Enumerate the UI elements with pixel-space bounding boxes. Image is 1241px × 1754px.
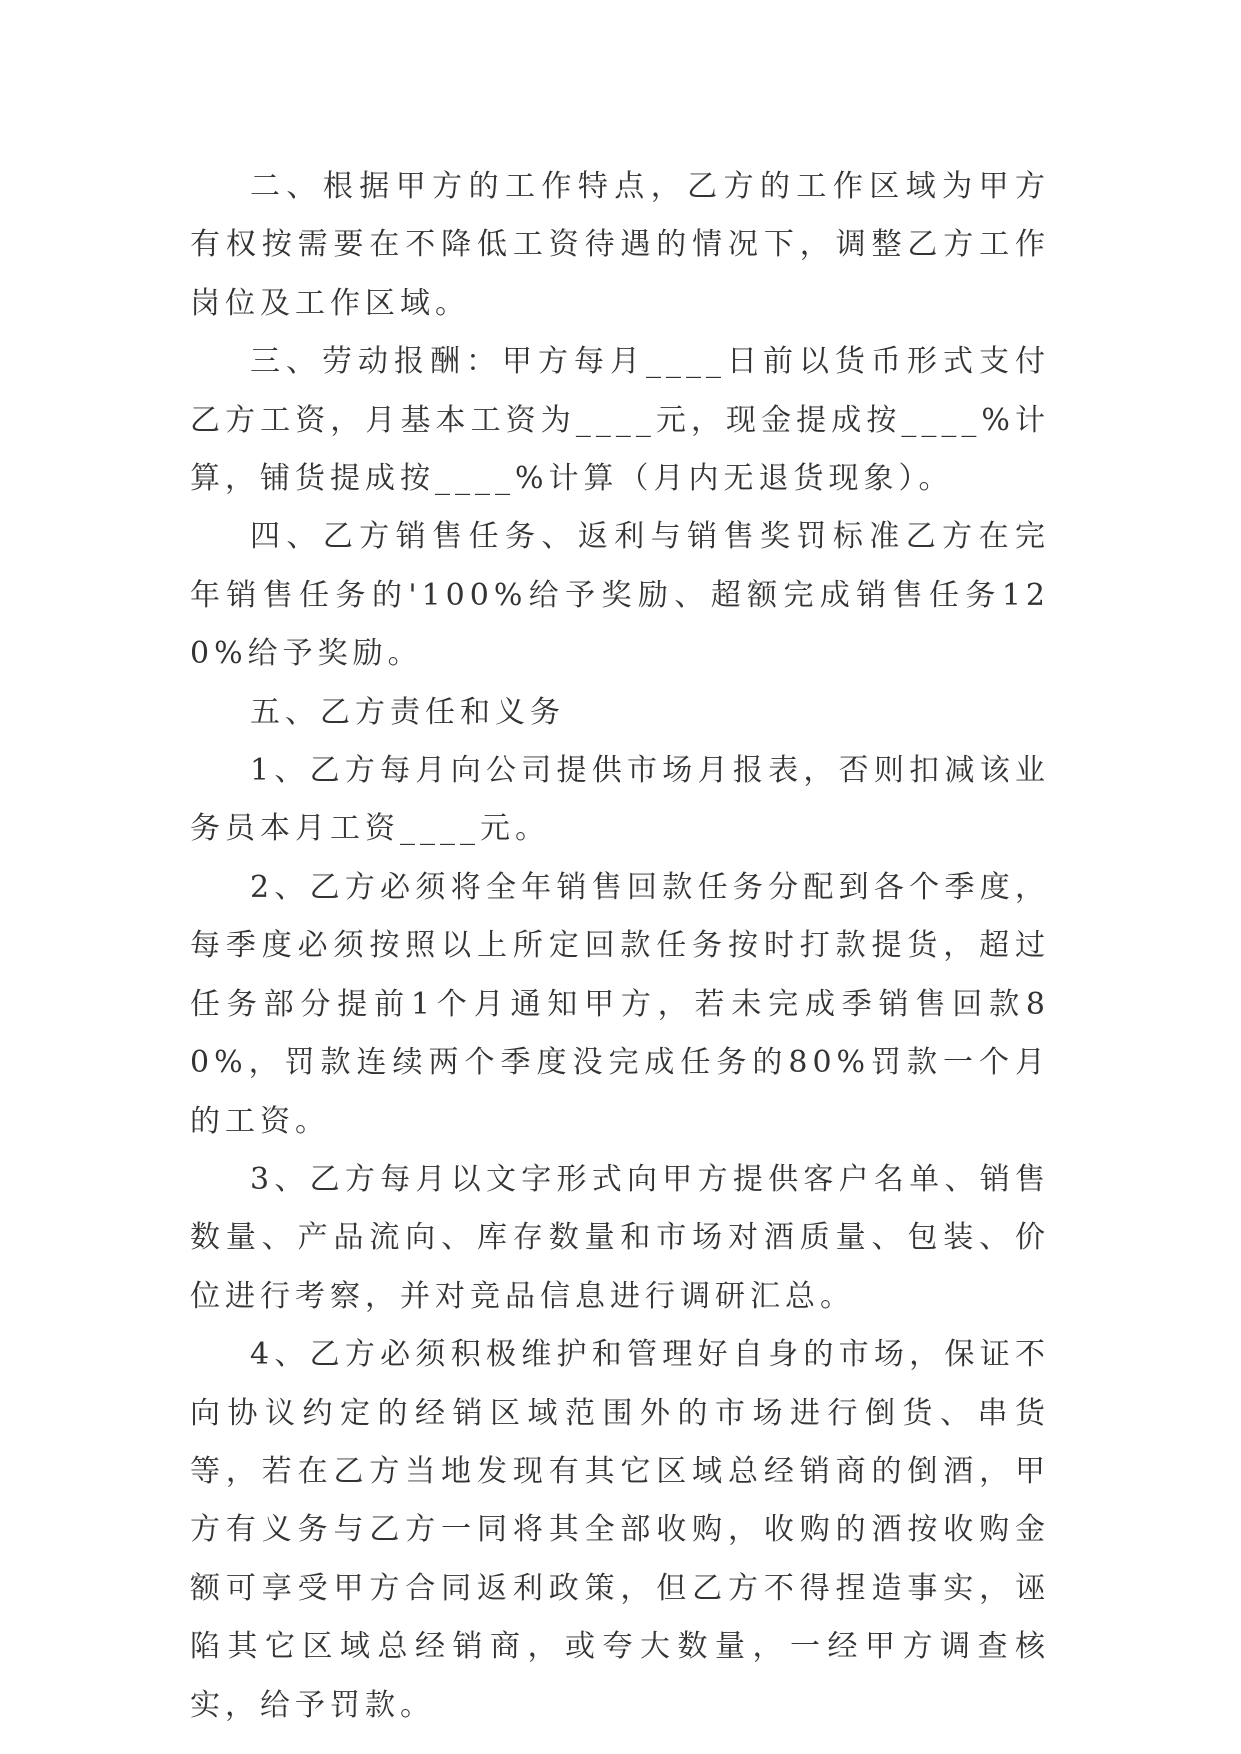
paragraph-clause-3: 3、乙方每月以文字形式向甲方提供客户名单、销售数量、产品流向、库存数量和市场对酒质量、包装、价位进行考察，并对竞品信息进行调研汇总。	[190, 1161, 1050, 1314]
paragraph-clause-4: 4、乙方必须积极维护和管理好自身的市场，保证不向协议约定的经销区域范围外的市场进行倒货、串货等，若在乙方当地发现有其它区域总经销商的倒酒，甲方有义务与乙方一同将其全部收购，收购的酒按收购金额可享受甲方合同返利政策，但乙方不得捏造事实，诬陷其它区域总经销商，或夸大数量，一经甲方调查核实，给予罚款。	[190, 1337, 1050, 1723]
document-body	[190, 158, 1050, 1735]
paragraph-responsibilities-heading: 五、乙方责任和义务	[250, 694, 565, 730]
paragraph-clause-2: 2、乙方必须将全年销售回款任务分配到各个季度，每季度必须按照以上所定回款任务按时打款提货，超过任务部分提前1个月通知甲方，若未完成季销售回款80%，罚款连续两个季度没完成任务的80%罚款一个月的工资。	[190, 869, 1050, 1139]
paragraph-clause-1: 1、乙方每月向公司提供市场月报表，否则扣减该业务员本月工资____元。	[190, 753, 1050, 847]
paragraph-sales-targets: 四、乙方销售任务、返利与销售奖罚标准乙方在完年销售任务的'100%给予奖励、超额完成销售任务120%给予奖励。	[190, 519, 1050, 672]
paragraph-labor-remuneration: 三、劳动报酬：甲方每月____日前以货币形式支付乙方工资，月基本工资为____元，现金提成按____%计算，铺货提成按____%计算（月内无退货现象）。	[190, 344, 1050, 497]
paragraph-employment-area: 二、根据甲方的工作特点，乙方的工作区域为甲方有权按需要在不降低工资待遇的情况下，调整乙方工作岗位及工作区域。	[190, 169, 1050, 321]
